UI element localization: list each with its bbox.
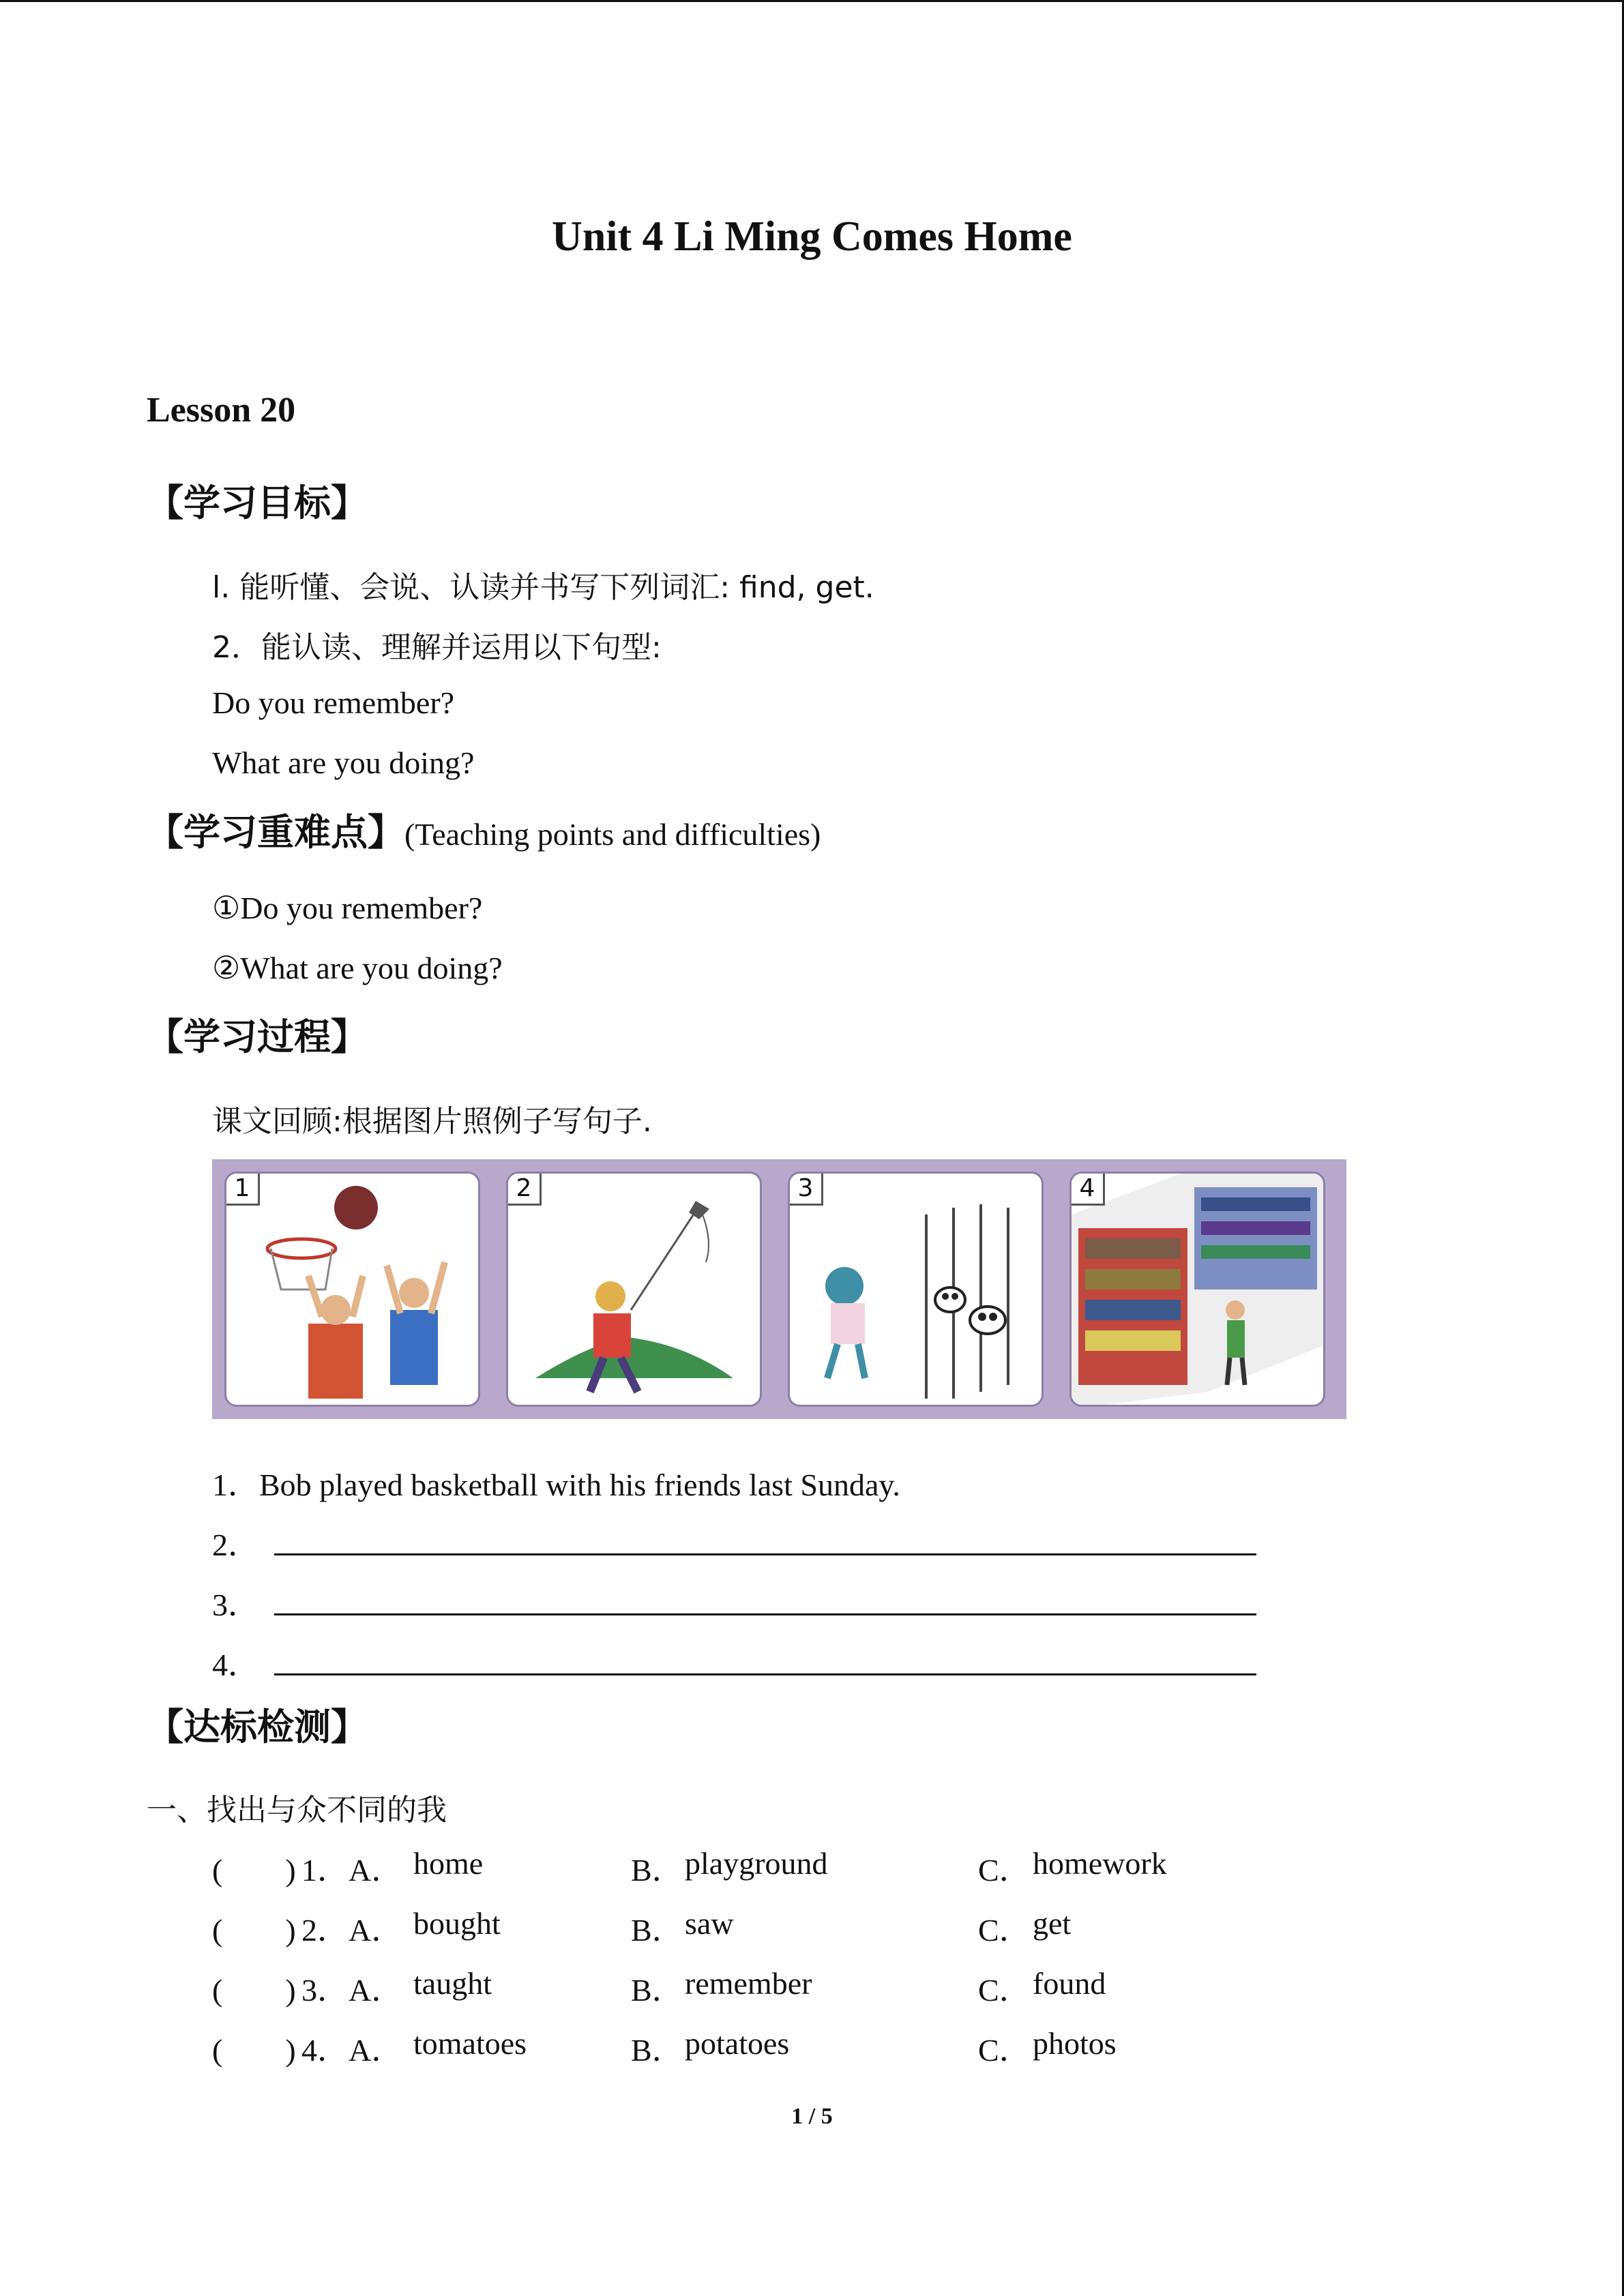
option-b-label: B． bbox=[631, 1913, 683, 1948]
picture-number: 2 bbox=[508, 1174, 542, 1206]
answer-line-2 bbox=[212, 1520, 1256, 1565]
answer-blank[interactable] bbox=[274, 1583, 1256, 1615]
picture-number: 3 bbox=[790, 1174, 823, 1206]
option-a: tomatoes bbox=[413, 2026, 527, 2061]
option-c: get bbox=[1033, 1906, 1072, 1941]
option-c: photos bbox=[1033, 2026, 1117, 2061]
option-c: homework bbox=[1033, 1846, 1167, 1881]
page-number: 1 / 5 bbox=[791, 2104, 833, 2129]
option-b: saw bbox=[685, 1906, 734, 1941]
process-heading: 【学习过程】 bbox=[147, 1015, 368, 1058]
question-number: 1．A． bbox=[301, 1853, 403, 1888]
lesson-heading: Lesson 20 bbox=[147, 391, 296, 430]
picture-number: 1 bbox=[226, 1174, 260, 1206]
key-point-2: ②What are you doing? bbox=[212, 951, 503, 985]
option-c-label: C． bbox=[978, 1913, 1031, 1948]
answer-paren[interactable]: ( ) bbox=[212, 2033, 296, 2068]
picture-panel-shop bbox=[1069, 1172, 1325, 1407]
basketball-illustration bbox=[226, 1174, 480, 1407]
option-c-label: C． bbox=[978, 1853, 1031, 1888]
goals-heading: 【学习目标】 bbox=[147, 481, 368, 524]
sentence-number: 4． bbox=[212, 1648, 259, 1682]
example-sentence bbox=[212, 1460, 900, 1505]
option-a: taught bbox=[413, 1966, 492, 2001]
answer-paren[interactable]: ( ) bbox=[212, 1913, 296, 1948]
option-b: playground bbox=[685, 1846, 828, 1881]
goal-sentence-2: What are you doing? bbox=[212, 745, 475, 780]
option-a: bought bbox=[413, 1906, 501, 1941]
option-c-label: C． bbox=[978, 2033, 1031, 2068]
sentence-text: Bob played basketball with his friends last Sunday. bbox=[259, 1467, 900, 1502]
question-number: 3．A． bbox=[301, 1973, 403, 2008]
part1-title: 一、找出与众不同的我 bbox=[147, 1793, 447, 1828]
option-c-label: C． bbox=[978, 1973, 1031, 2008]
picture-panel-basketball bbox=[224, 1172, 480, 1407]
shop-illustration bbox=[1072, 1174, 1325, 1407]
goal-item-2: 2．能认读、理解并运用以下句型: bbox=[212, 630, 662, 665]
pandas-illustration bbox=[790, 1174, 1044, 1407]
answer-line-4 bbox=[212, 1640, 1256, 1685]
option-b-label: B． bbox=[631, 1973, 683, 2008]
key-points-heading-en: (Teaching points and difficulties) bbox=[404, 817, 821, 852]
sentence-number: 3． bbox=[212, 1587, 259, 1622]
goal-item-1: l. 能听懂、会说、认读并书写下列词汇: find, get. bbox=[212, 570, 874, 605]
picture-panel-pandas bbox=[788, 1172, 1044, 1407]
sentence-number: 1． bbox=[212, 1467, 259, 1502]
page-top-border bbox=[0, 0, 1624, 2]
key-point-1: ①Do you remember? bbox=[212, 891, 483, 925]
answer-paren[interactable]: ( ) bbox=[212, 1973, 296, 2008]
option-b-label: B． bbox=[631, 1853, 683, 1888]
test-heading: 【达标检测】 bbox=[147, 1705, 368, 1748]
answer-paren[interactable]: ( ) bbox=[212, 1853, 296, 1888]
kite-illustration bbox=[508, 1174, 762, 1407]
question-number: 2．A． bbox=[301, 1913, 403, 1948]
question-number: 4．A． bbox=[301, 2033, 403, 2068]
picture-panel-kite bbox=[506, 1172, 762, 1407]
option-c: found bbox=[1033, 1966, 1106, 2001]
goal-sentence-1: Do you remember? bbox=[212, 685, 455, 720]
picture-number: 4 bbox=[1072, 1174, 1105, 1206]
answer-blank[interactable] bbox=[274, 1523, 1256, 1555]
option-b: remember bbox=[685, 1966, 812, 2001]
document-title: Unit 4 Li Ming Comes Home bbox=[552, 213, 1072, 260]
answer-blank[interactable] bbox=[274, 1643, 1256, 1675]
sentence-number: 2． bbox=[212, 1527, 259, 1562]
option-b: potatoes bbox=[685, 2026, 790, 2061]
key-points-heading-zh: 【学习重难点】 bbox=[147, 811, 404, 854]
review-instruction: 课文回顾:根据图片照例子写句子. bbox=[212, 1104, 652, 1139]
answer-line-3 bbox=[212, 1580, 1256, 1625]
key-points-heading bbox=[147, 803, 821, 856]
option-a: home bbox=[413, 1846, 484, 1881]
picture-strip bbox=[212, 1159, 1346, 1419]
option-b-label: B． bbox=[631, 2033, 683, 2068]
